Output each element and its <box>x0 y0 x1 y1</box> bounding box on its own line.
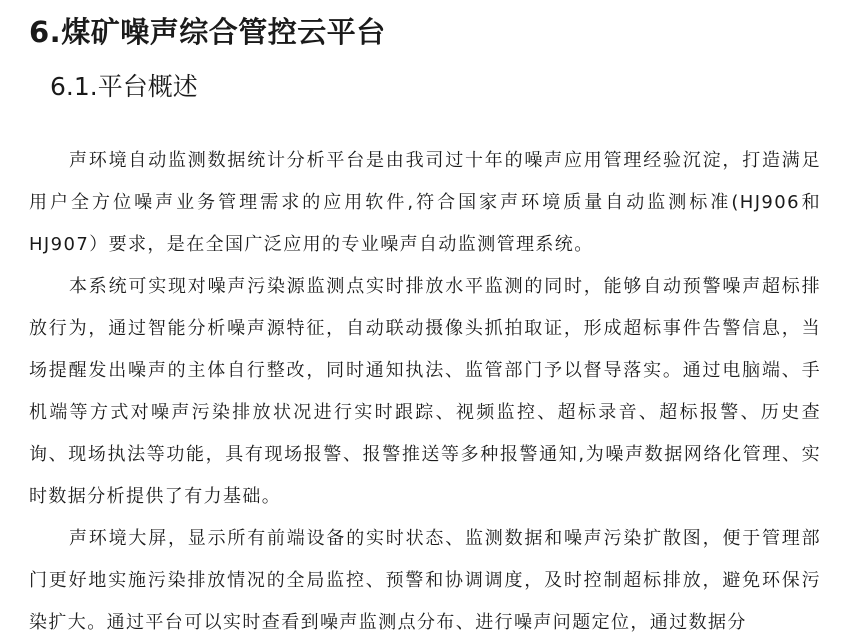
section-heading: 6.煤矿噪声综合管控云平台 <box>29 15 386 49</box>
paragraph-system-features: 本系统可实现对噪声污染源监测点实时排放水平监测的同时，能够自动预警噪声超标排放行为，通过智能分析噪声源特征，自动联动摄像头抓拍取证，形成超标事件告警信息，当场提醒发出噪声的主体自行整改，同时通知执法、监管部门予以督导落实。通过电脑端、手机端等方式对噪声污染排放状况进行实时跟踪、视频监控、超标录音、超标报警、历史查询、现场执法等功能，具有现场报警、报警推送等多种报警通知,为噪声数据网络化管理、实时数据分析提供了有力基础。 <box>29 276 821 507</box>
paragraph-big-screen: 声环境大屏，显示所有前端设备的实时状态、监测数据和噪声污染扩散图，便于管理部门更好地实施污染排放情况的全局监控、预警和协调调度，及时控制超标排放，避免环保污染扩大。通过平台可以实时查看到噪声监测点分布、进行噪声问题定位，通过数据分 <box>29 528 821 633</box>
paragraph-intro: 声环境自动监测数据统计分析平台是由我司过十年的噪声应用管理经验沉淀，打造满足用户全方位噪声业务管理需求的应用软件,符合国家声环境质量自动监测标准(HJ906和 HJ907）要求，是在全国广泛应用的专业噪声自动监测管理系统。 <box>29 150 821 255</box>
body-text <box>29 140 821 644</box>
subsection-heading: 6.1.平台概述 <box>50 72 198 101</box>
